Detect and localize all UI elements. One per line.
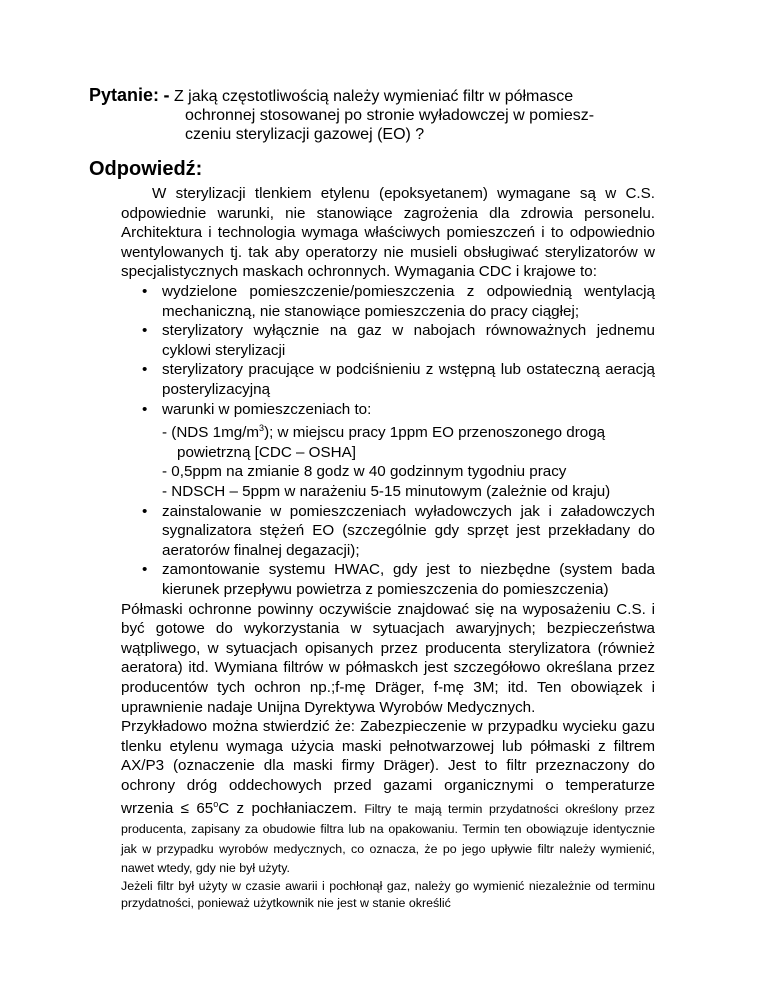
- list-item: • sterylizatory wyłącznie na gaz w nabojach równoważnych jednemu cyklowi sterylizacji: [121, 321, 655, 360]
- condition-nds-cont: powietrzną [CDC – OSHA]: [177, 443, 356, 461]
- condition-nds: [121, 419, 655, 443]
- list-item: • zamontowanie systemu HWAC, gdy jest to niezbędne (system bada kierunek przepływu powietrza z pomieszczenia do pomieszczenia): [121, 560, 655, 599]
- condition-3: - NDSCH – 5ppm w narażeniu 5-15 minutowym (zależnie od kraju): [162, 482, 611, 500]
- question-line-2: ochronnej stosowanej po stronie wyładowczej w pomiesz-: [185, 107, 595, 124]
- list-item: • zainstalowanie w pomieszczeniach wyładowczych jak i załadowczych sygnalizatora stężeń EO (szczególnie gdy sprzęt jest przekładany do aeratorów finalnej degazacji);: [121, 502, 655, 561]
- question-line-1: Z jaką częstotliwością należy wymieniać filtr w półmasce: [173, 88, 574, 105]
- list-item: • warunki w pomieszczeniach to:: [121, 400, 655, 420]
- example-text: Przykładowo można stwierdzić że: Zabezpieczenie w przypadku wycieku gazu tlenku etylenu wymaga użycia maski pełnotwarzowej lub półmaski z filtrem AX/P3 (oznaczenie dla maski firmy Dräger). Jest to filtr przeznaczony do ochrony dróg oddechowych przed gazami organicznymi o temperaturze wrzenia ≤ 65: [121, 718, 655, 818]
- condition-nds-text: - (NDS 1mg/m: [162, 424, 260, 442]
- list-item: • sterylizatory pracujące w podciśnieniu z wstępną lub ostateczną aeracją posterylizacyjną: [121, 360, 655, 399]
- paragraph-halfmasks: Półmaski ochronne powinny oczywiście znajdować się na wyposażeniu C.S. i być gotowe do wykorzystania w sytuacjach awaryjnych; bezpieczeństwa wątpliwego, w sytuacjach opisanych przez producenta sterylizatora (również aeratora) itd. Wymiana filtrów w półmaskch jest szczegółowo określana przez producentów tych ochron np.;f-mę Dräger, f-mę 3M; itd. Ten obowiązek i uprawnienie nadaje Unijna Dyrektywa Wyrobów Medycznych.: [121, 600, 655, 716]
- question-label: Pytanie:: [89, 85, 160, 105]
- superscript-3: 3: [259, 423, 265, 434]
- answer-heading: Odpowiedź:: [89, 158, 203, 180]
- example-text-end: C z pochłaniaczem.: [218, 800, 357, 818]
- question-line-3: czeniu sterylizacji gazowej (EO) ?: [185, 126, 425, 143]
- requirements-list-2: [121, 502, 655, 600]
- question-block: [89, 86, 709, 144]
- condition-2: - 0,5ppm na zmianie 8 godz w 40 godzinnym tygodniu pracy: [162, 463, 567, 481]
- degree-o: o: [213, 799, 219, 810]
- condition-nds-text-2: ); w miejscu pracy 1ppm EO przenoszonego drogą: [264, 424, 606, 442]
- answer-body: [121, 184, 655, 912]
- paragraph-example: [121, 717, 655, 878]
- example-small-text: Filtry te mają termin przydatności określony przez producenta, zapisany za obudowie filtra lub na opakowaniu. Termin ten obowiązuje identycznie jak w przypadku wyrobów medycznych, co oznacza, że po jego upływie filtr należy wymienić, nawet wtedy, gdy nie był użyty.: [121, 802, 655, 876]
- question-dash: -: [163, 85, 170, 105]
- intro-paragraph: W sterylizacji tlenkiem etylenu (epoksyetanem) wymagane są w C.S. odpowiednie warunki, nie stanowiące zagrożenia dla zdrowia personelu. Architektura i technologia wymaga właściwych pomieszczeń i to odpowiednio wentylowanych tj. tak aby operatorzy nie musieli obsługiwać sterylizatorów w specjalistycznych maskach ochronnych. Wymagania CDC i krajowe to:: [121, 185, 655, 281]
- requirements-list: [121, 282, 655, 419]
- list-item: • wydzielone pomieszczenie/pomieszczenia z odpowiednią wentylacją mechaniczną, nie stanowiące pomieszczenia do pracy ciągłej;: [121, 282, 655, 321]
- paragraph-replacement: Jeżeli filtr był użyty w czasie awarii i pochłonął gaz, należy go wymienić niezależnie od terminu przydatności, ponieważ użytkownik nie jest w stanie określić: [121, 878, 655, 911]
